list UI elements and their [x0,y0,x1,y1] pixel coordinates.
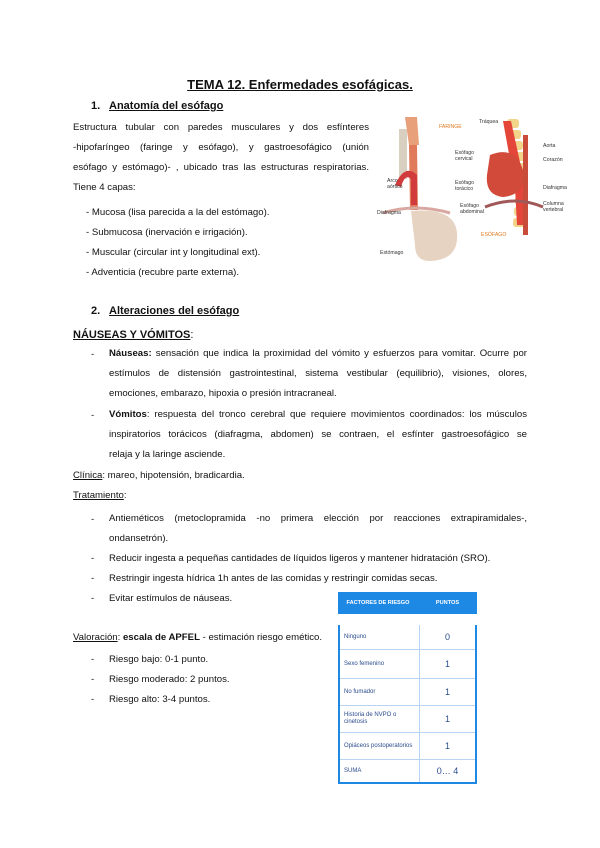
vomitos-line-1: : respuesta del tronco cerebral que requiere movimientos coordinados: los músculos [146,409,527,420]
points-cell: 0… 4 [436,766,459,776]
bullet-dash: - [91,349,95,360]
riesgo-alto: Riesgo alto: 3-4 puntos. [109,694,211,705]
valoracion-line [73,632,322,643]
layer-item: - Mucosa (lisa parecida a la del estómago). [86,207,270,218]
right-diaphragm-shape [485,201,543,207]
label-esofago-abdominal: Esófago abdominal [460,203,484,215]
anatomy-line-3: esófago y estómago)- , ubicado tras las estructuras respiratorias. [73,162,369,173]
points-cell: 1 [444,714,450,724]
layer-item: - Submucosa (inervación e irrigación). [86,227,248,238]
apfel-scale-name: escala de APFEL [122,632,200,643]
points-cell: 0 [444,632,450,642]
section-1-heading [91,100,223,112]
bullet-dash: - [91,674,95,685]
bullet-dash: - [91,553,95,564]
nauseas-line-3: emociones, embarazo, hipoxia o presión intracraneal. [109,388,337,399]
valoracion-sep: : [117,632,123,643]
header-puntos: PUNTOS [435,600,460,606]
nauseas-term: Náuseas: [109,348,152,359]
factor-cell: No fumador [340,679,420,705]
apfel-table [338,592,477,784]
valoracion-text: - estimación riesgo emético. [199,632,323,643]
nauseas-line-2: estímulos de distensión gastrointestinal, sistema vestibular (equilibrio), visiones, olores, [109,368,527,379]
table-row [340,705,475,732]
section-2-title: Alteraciones del esófago [109,305,240,317]
table-row [340,678,475,705]
label-aorta: Aorta [543,143,556,149]
bullet-dash: - [91,410,95,421]
valoracion-label: Valoración [73,632,118,643]
table-row [340,759,475,782]
factor-cell: Ninguno [340,625,420,649]
pharynx-shape [405,117,419,145]
layers-intro: Tiene 4 capas: [73,182,136,193]
table-row [340,732,475,759]
layer-item: - Adventicia (recubre parte externa). [86,267,240,278]
label-faringe: FARINGE [439,124,462,130]
table-row [340,625,475,649]
label-esofago-bottom: ESÓFAGO [481,232,507,238]
points-cell: 1 [444,741,450,751]
factor-cell: Sexo femenino [340,650,420,678]
treatment-3: Restringir ingesta hídrica 1h antes de las comidas y restringir comidas secas. [109,573,438,584]
label-traquea: Tráquea [479,119,499,125]
riesgo-moderado: Riesgo moderado: 2 puntos. [109,674,230,685]
treatment-1-line-2: ondansetrón). [109,533,169,544]
treatment-4: Evitar estímulos de náuseas. [109,593,233,604]
label-diafragma-right: Diafragma [543,185,567,191]
nauseas-line-1: sensación que indica la proximidad del vómito y esfuerzos para vomitar. Ocurre por [155,348,528,359]
vomitos-line-2: inspiratorios torácicos (diafragma, abdomen) se contraen, el esfínter gastroesofágico se [109,429,527,440]
bullet-dash: - [91,654,95,665]
stomach-left-shape [411,210,457,261]
clinica-text: : mareo, hipotensión, bradicardia. [102,470,245,481]
factor-cell: Historia de NVPO o cinetosis [340,706,420,732]
section-2-number: 2. [91,305,101,317]
aorta-shape [523,135,528,235]
label-esofago-toracico: Esófago torácico [455,180,475,192]
bullet-dash: - [91,514,95,525]
clinica-line [73,470,245,481]
layers-list [86,203,269,283]
treatment-2: Reducir ingesta a pequeñas cantidades de líquidos ligeros y mantener hidratación (SRO). [109,553,491,564]
section-1-title: Anatomía del esófago [109,100,224,112]
vomitos-term: Vómitos [109,409,147,420]
label-columna: Columna vertebral [543,201,564,213]
esophagus-anatomy-figure [375,115,580,265]
apfel-table-body [338,625,477,784]
tratamiento-label: Tratamiento [73,490,124,501]
points-cell: 1 [444,687,450,697]
header-factores: FACTORES DE RIESGO [346,600,410,606]
tratamiento-heading [73,490,127,501]
anatomy-line-1: Estructura tubular con paredes musculares y dos esfínteres [73,122,369,133]
label-esofago-cervical: Esófago cervical [455,150,475,162]
subheading-colon: : [190,329,194,341]
treatment-1-line-1: Antieméticos (metoclopramida -no primera elección por reacciones extrapiramidales-, [109,513,527,524]
bullet-dash: - [91,694,95,705]
label-arco-aortico: Arco aórtico [387,178,403,190]
label-corazon: Corazón [543,157,563,163]
label-diafragma-left: Diafragma [377,210,401,216]
points-cell: 1 [444,659,450,669]
anatomy-paragraph [73,118,369,198]
riesgo-bajo: Riesgo bajo: 0-1 punto. [109,654,209,665]
factor-cell: Opiáceos postoperatorios [340,733,420,759]
table-row [340,649,475,678]
nauseas-vomitos-subheading [73,325,193,343]
vomitos-line-3: relaja y la laringe asciende. [109,449,226,460]
layer-item: - Muscular (circular int y longitudinal ext). [86,247,261,258]
label-estomago: Estómago [380,250,404,256]
page-title: TEMA 12. Enfermedades esofágicas. [187,77,413,92]
nauseas-item [109,344,527,404]
section-2-heading [91,305,239,317]
bullet-dash: - [91,593,95,604]
tratamiento-colon: : [123,490,127,501]
treatment-item [109,509,527,549]
anatomy-line-2: -hipofaríngeo (faringe y esófago), y gastroesofágico (unión [73,142,369,153]
nauseas-vomitos-title: NÁUSEAS Y VÓMITOS [73,329,191,341]
apfel-table-header [338,592,477,614]
section-1-number: 1. [91,100,101,112]
factor-cell: SUMA [340,760,420,782]
vomitos-item [109,405,527,465]
bullet-dash: - [91,573,95,584]
clinica-label: Clínica [73,470,103,481]
